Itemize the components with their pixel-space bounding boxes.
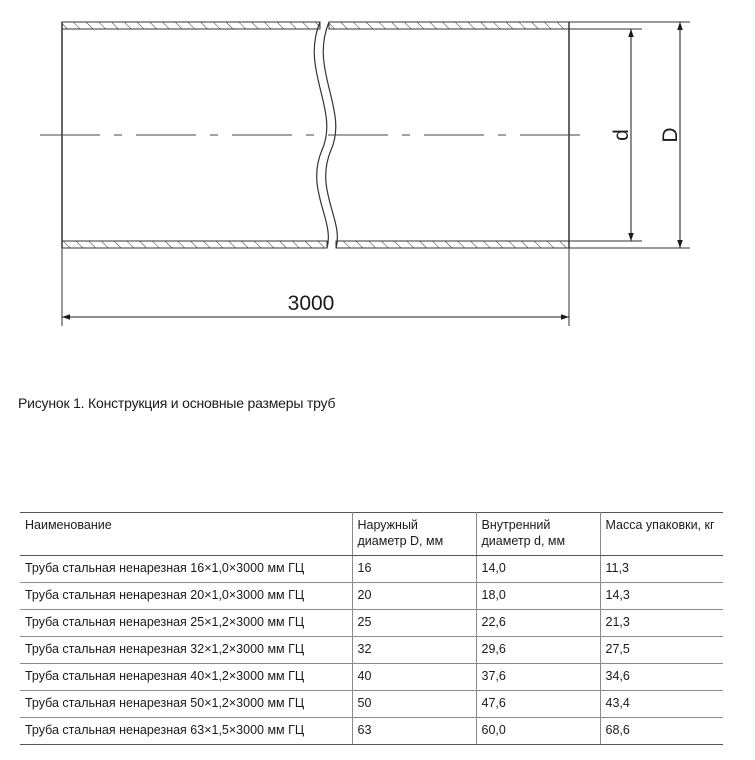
table-row	[20, 664, 723, 691]
header-name: Наименование	[20, 513, 352, 556]
table-header-row	[20, 513, 723, 556]
cell-inner-diameter: 22,6	[476, 610, 600, 637]
inner-diameter-label: d	[610, 129, 633, 141]
length-dimension	[62, 248, 569, 326]
cell-inner-diameter: 29,6	[476, 637, 600, 664]
cell-inner-diameter: 18,0	[476, 583, 600, 610]
cell-inner-diameter: 60,0	[476, 718, 600, 745]
cell-name: Труба стальная ненарезная 25×1,2×3000 мм ГЦ	[20, 610, 352, 637]
table-row	[20, 556, 723, 583]
cell-package-mass: 11,3	[600, 556, 723, 583]
cell-outer-diameter: 25	[352, 610, 476, 637]
cell-package-mass: 34,6	[600, 664, 723, 691]
figure-caption: Рисунок 1. Конструкция и основные размеры труб	[18, 395, 336, 411]
outer-diameter-label: D	[659, 127, 682, 143]
cell-name: Труба стальная ненарезная 16×1,0×3000 мм ГЦ	[20, 556, 352, 583]
cell-outer-diameter: 32	[352, 637, 476, 664]
cell-outer-diameter: 40	[352, 664, 476, 691]
pipe-spec-table	[20, 512, 723, 745]
cell-name: Труба стальная ненарезная 50×1,2×3000 мм ГЦ	[20, 691, 352, 718]
table-row	[20, 637, 723, 664]
header-outer-diameter: Наружный диаметр D, мм	[352, 513, 476, 556]
cell-inner-diameter: 37,6	[476, 664, 600, 691]
table-row	[20, 718, 723, 745]
cell-package-mass: 14,3	[600, 583, 723, 610]
cell-package-mass: 68,6	[600, 718, 723, 745]
length-label: 3000	[287, 292, 335, 315]
cell-name: Труба стальная ненарезная 63×1,5×3000 мм ГЦ	[20, 718, 352, 745]
cell-package-mass: 43,4	[600, 691, 723, 718]
table-row	[20, 583, 723, 610]
cell-package-mass: 21,3	[600, 610, 723, 637]
cell-name: Труба стальная ненарезная 20×1,0×3000 мм ГЦ	[20, 583, 352, 610]
cell-outer-diameter: 50	[352, 691, 476, 718]
cell-name: Труба стальная ненарезная 32×1,2×3000 мм ГЦ	[20, 637, 352, 664]
header-package-mass: Масса упаковки, кг	[600, 513, 723, 556]
cell-outer-diameter: 63	[352, 718, 476, 745]
cell-inner-diameter: 14,0	[476, 556, 600, 583]
cell-name: Труба стальная ненарезная 40×1,2×3000 мм ГЦ	[20, 664, 352, 691]
cell-inner-diameter: 47,6	[476, 691, 600, 718]
cell-outer-diameter: 20	[352, 583, 476, 610]
header-inner-diameter: Внутренний диаметр d, мм	[476, 513, 600, 556]
table-row	[20, 691, 723, 718]
table-row	[20, 610, 723, 637]
cell-package-mass: 27,5	[600, 637, 723, 664]
cell-outer-diameter: 16	[352, 556, 476, 583]
